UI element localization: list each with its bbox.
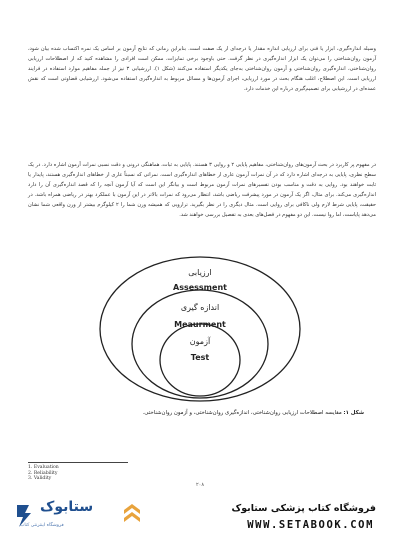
figure-caption bbox=[44, 410, 364, 416]
outer-ring-assessment bbox=[100, 257, 300, 401]
logo-wordmark: ستابوک bbox=[40, 499, 94, 515]
ring-label-fa-assessment: ارزیابی bbox=[188, 268, 212, 277]
figure-caption-text: مقایسه اصطلاحات ارزیابی روان‌شناختی، اندازه‌گیری روان‌شناختی، و آزمون روان‌شناختی. bbox=[142, 410, 342, 416]
book-stack-icon bbox=[122, 502, 142, 526]
store-url-link[interactable]: WWW.SETABOOK.COM bbox=[247, 519, 374, 531]
nested-circles-diagram bbox=[98, 256, 302, 402]
body-paragraph-2: در مفهوم پر کاربرد در بحث آزمون‌های روان‌شناختی، مفاهیم پایایی ۲ و روایی ۳ هستند. پایایی به ثبات، هماهنگی درونی و دقت نسبی نمرات آزمون اشاره دارد. در یک سطح نظری، پایایی به درجه‌ای اشاره دارد که در آن نمرات آزمون عاری از خطاهای اندازه‌گیری است. نمراتی که نسبتاً عاری از خطاهای اندازه‌گیری هستند، پایدار یا ثابت خواهند بود. روایی به دقت و مناسب بودن تفسیرهای نمرات آزمون مربوط است و بیانگر این است که آیا آزمون آنچه را که قصد اندازه‌گیری آن را دارد اندازه‌گیری می‌کند. برای مثال، اگر یک آزمون در مورد پیشرفت ریاضی باشد، انتظار می‌رود که نمرات بالاتر در این آزمون با عملکرد بهتر در ریاضی همراه باشد. در حقیقت، پایایی شرط لازم ولی ناکافی برای روایی است. مثال دیگری را در نظر بگیرید. ترازویی که همیشه وزن شما را ۲ کیلوگرم بیشتر از وزن واقعی شما نشان می‌دهد پایاست، اما روا نیست. این دو مفهوم در فصل‌های بعدی به تفصیل بررسی خواهند شد. bbox=[28, 162, 376, 218]
footnotes bbox=[28, 465, 59, 482]
ring-label-en-measurement: Meaurment bbox=[174, 320, 226, 329]
body-paragraph-1: وسیله اندازه‌گیری، ابزار یا فنی برای ارزیابی اندازه مقدار یا درجه‌ای از یک صفت است. بنابراین زمانی که نتایج آزمون بر اساس یک نمره اکتساب شده بیان شود، آزمون روان‌شناختی را می‌توان یک ابزار اندازه‌گیری در نظر گرفت. حتی باوجود برخی تمایزات، ممکن است افرادی را مشاهده کنید که از اصطلاحات ارزیابی روان‌شناختی، اندازه‌گیری روان‌شناختی و آزمون روان‌شناختی به‌جای یکدیگر استفاده می‌کنند (شکل ۱). ارزشیابی ۳ نیز از جمله مفاهیم موارد استفاده در فرایند ارزیابی است. این اصطلاح، اغلب هنگام بحث در مورد ارزیابی، اجرای آزمون‌ها و مسائل مربوط به اندازه‌گیری استفاده می‌شود. ارزشیابی قضاوتی است که نقش عمده‌ای در ارزشیابی برای تصمیم‌گیری درباره این خدمات دارد. bbox=[28, 46, 377, 92]
ring-label-en-test: Test bbox=[190, 353, 210, 362]
figure-caption-label: شکل ۱: bbox=[343, 410, 364, 416]
footnote-2: 2. Reliability bbox=[28, 470, 58, 476]
ring-label-fa-measurement: اندازه گیری bbox=[180, 303, 220, 312]
ring-label-fa-test: آزمون bbox=[189, 337, 211, 346]
page-number: ۲۰۸ bbox=[195, 482, 205, 488]
footnote-1: 1. Evaluation bbox=[28, 465, 59, 470]
ring-label-en-assessment: Assessment bbox=[173, 283, 227, 292]
footnote-3: 3. Validity bbox=[28, 476, 52, 482]
logo-tagline: فروشگاه اینترنتی کتاب bbox=[20, 523, 64, 528]
store-name: فروشگاه کتاب پزشکی ستابوک bbox=[231, 503, 376, 514]
footnote-divider bbox=[28, 462, 128, 463]
